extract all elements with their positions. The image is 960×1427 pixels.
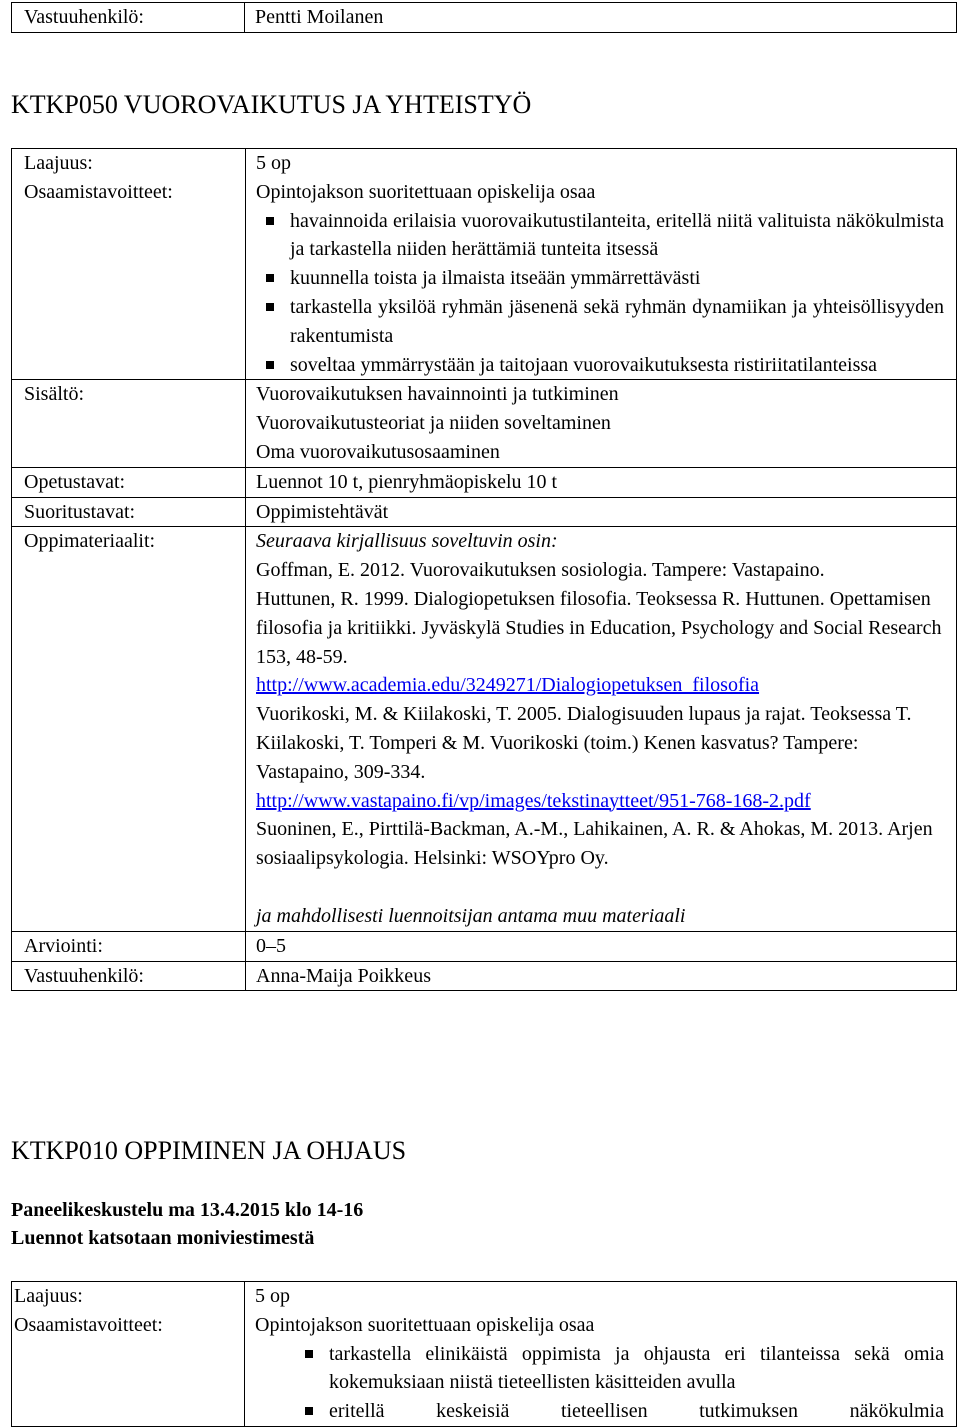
reference-vuorikoski: Vuorikoski, M. & Kiilakoski, T. 2005. Dialogisuuden lupaus ja rajat. Teoksessa T. Kiilakoski, T. Tomperi & M. Vuorikoski (toim.) Kenen kasvatus? Tampere: Vastapaino, 309-334. (256, 703, 912, 783)
lectures-note: Luennot katsotaan moniviestimestä (11, 1227, 315, 1249)
table-row (12, 1282, 957, 1427)
arviointi-value: 0–5 (246, 931, 957, 961)
list-item: tarkastella elinikäistä oppimista ja ohjausta eri tilanteissa sekä omia kokemuksiaan niistä tieteellisten käsitteiden avulla (329, 1340, 944, 1398)
osaamistavoitteet-intro: Opintojakson suoritettuaan opiskelija osaa (255, 1313, 595, 1336)
osaamistavoitteet-list (256, 207, 944, 380)
list-item: havainnoida erilaisia vuorovaikutustilanteita, eritellä niitä valituista näkökulmista ja tarkastella niiden herättämiä tunteita itsessä (290, 207, 944, 265)
arviointi-label: Arviointi: (12, 931, 246, 961)
oppimateriaalit-intro: Seuraava kirjallisuus soveltuvin osin: (256, 530, 558, 553)
course-table-ktkp010 (11, 1281, 957, 1427)
opetustavat-value: Luennot 10 t, pienryhmäopiskelu 10 t (246, 467, 957, 497)
sisalto-line: Vuorovaikutuksen havainnointi ja tutkiminen (256, 383, 619, 406)
reference-huttunen: Huttunen, R. 1999. Dialogiopetuksen filosofia. Teoksessa R. Huttunen. Opettamisen filosofia ja kritiikki. Jyväskylä Studies in Education, Psychology and Social Research 153, 48-59. (256, 587, 942, 668)
list-item: tarkastella yksilöä ryhmän jäsenenä sekä ryhmän dynamiikan ja yhteisöllisyyden rakentumista (290, 293, 944, 351)
course-table-ktkp050 (11, 148, 957, 991)
table-row (12, 467, 957, 497)
suoritustavat-value: Oppimistehtävät (246, 497, 957, 527)
laajuus-label: Laajuus: (14, 1285, 83, 1307)
oppimateriaalit-extra: ja mahdollisesti luennoitsijan antama muu materiaali (256, 904, 686, 927)
academia-link[interactable]: http://www.academia.edu/3249271/Dialogiopetuksen_filosofia (256, 674, 760, 697)
suoritustavat-label: Suoritustavat: (12, 497, 246, 527)
responsible-table-top (11, 2, 957, 33)
sisalto-line: Vuorovaikutusteoriat ja niiden soveltaminen (256, 412, 611, 435)
vastuuhenkilo-label: Vastuuhenkilö: (12, 961, 246, 991)
table-row (12, 380, 957, 467)
reference-suoninen: Suoninen, E., Pirttilä-Backman, A.-M., Lahikainen, A. R. & Ahokas, M. 2013. Arjen sosiaalipsykologia. Helsinki: WSOYpro Oy. (256, 818, 933, 870)
table-row (12, 497, 957, 527)
table-row (12, 961, 957, 991)
sisalto-line: Oma vuorovaikutusosaaminen (256, 440, 500, 463)
laajuus-value: 5 op (255, 1285, 290, 1307)
list-item: eritellä keskeisiä tieteellisen tutkimuksen näkökulmia (329, 1397, 944, 1426)
oppimateriaalit-label: Oppimateriaalit: (12, 527, 246, 931)
sisalto-label: Sisältö: (12, 380, 246, 467)
table-row (12, 527, 957, 931)
course-title-ktkp050: KTKP050 VUOROVAIKUTUS JA YHTEISTYÖ (11, 90, 532, 119)
table-row (12, 931, 957, 961)
table-row (12, 3, 957, 33)
vastapaino-link[interactable]: http://www.vastapaino.fi/vp/images/tekstinaytteet/951-768-168-2.pdf (256, 789, 811, 812)
osaamistavoitteet-intro: Opintojakson suoritettuaan opiskelija osaa (256, 180, 596, 203)
opetustavat-label: Opetustavat: (12, 467, 246, 497)
osaamistavoitteet-list (255, 1340, 944, 1426)
laajuus-label: Laajuus: (24, 152, 93, 174)
osaamistavoitteet-label: Osaamistavoitteet: (24, 180, 173, 203)
osaamistavoitteet-label: Osaamistavoitteet: (14, 1313, 163, 1336)
vastuuhenkilo-value: Anna-Maija Poikkeus (246, 961, 957, 991)
course-title-ktkp010: KTKP010 OPPIMINEN JA OHJAUS (11, 1136, 407, 1165)
table-row (12, 149, 957, 380)
list-item: soveltaa ymmärrystään ja taitojaan vuorovaikutuksesta ristiriitatilanteissa (290, 351, 944, 380)
reference-goffman: Goffman, E. 2012. Vuorovaikutuksen sosiologia. Tampere: Vastapaino. (256, 559, 825, 582)
responsible-value: Pentti Moilanen (245, 3, 957, 33)
responsible-label: Vastuuhenkilö: (12, 3, 245, 33)
list-item: kuunnella toista ja ilmaista itseään ymmärrettävästi (290, 264, 944, 293)
laajuus-value: 5 op (256, 152, 291, 174)
panel-discussion-note: Paneelikeskustelu ma 13.4.2015 klo 14-16 (11, 1199, 364, 1221)
